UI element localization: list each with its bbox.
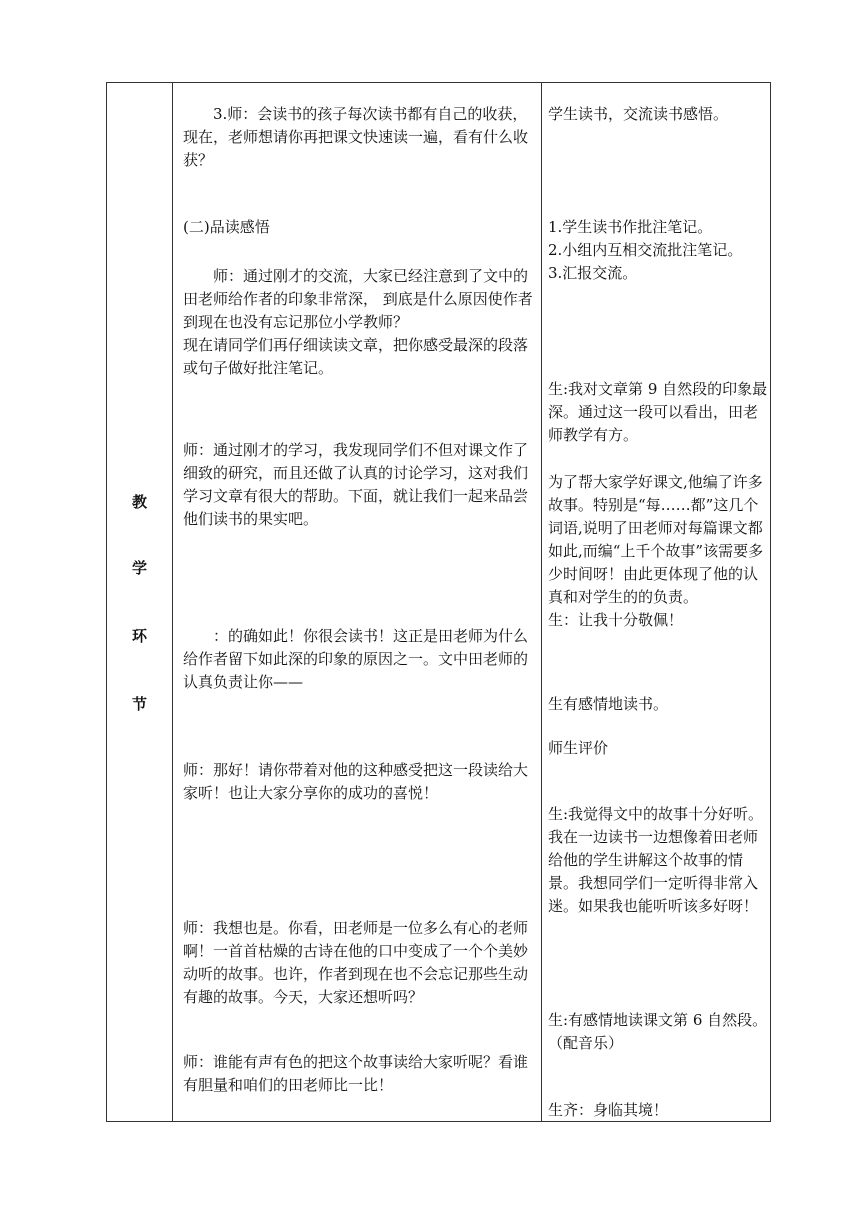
student-text-block: 生:有感情地读课文第 6 自然段。（配音乐） <box>548 1011 768 1052</box>
teacher-text-block: 师：我想也是。你看，田老师是一位多么有心的老师啊！一首首枯燥的古诗在他的口中变成了一个个美妙动听的故事。也许，作者到现在也不会忘记那些生动有趣的故事。今天，大家还想听吗？ <box>183 919 529 1006</box>
teacher-text-block: 师：通过刚才的学习，我发现同学们不但对课文作了细致的研究，而且还做了认真的讨论学习，这对我们学习文章有很大的帮助。下面，就让我们一起来品尝他们读书的果实吧。 <box>183 441 529 528</box>
student-text-block: 生:我对文章第 9 自然段的印象最深。通过这一段可以看出，田老师教学有方。 <box>548 380 768 444</box>
student-text-block: 师生评价 <box>548 739 609 757</box>
student-text-block: 为了帮大家学好课文,他编了许多故事。特别是“每……都”这几个词语,说明了田老师对每篇课文都如此,而编“上千个故事”该需要多少时间呀！由此更体现了他的认真和对学生的的负责。 生：让我十分敬佩！ <box>548 473 764 629</box>
section-label-char: 学 <box>131 559 147 577</box>
section-label-char: 教 <box>131 493 147 511</box>
student-text-block: 生有感情地读书。 <box>548 695 669 713</box>
column-divider-right <box>541 83 542 1121</box>
teacher-text-block: (二)品读感悟 <box>183 218 270 236</box>
student-text-block: 1.学生读书作批注笔记。 2.小组内互相交流批注笔记。 3.汇报交流。 <box>548 218 743 282</box>
teacher-text-block: 师：谁能有声有色的把这个故事读给大家听呢？看谁有胆量和咱们的田老师比一比！ <box>183 1053 529 1094</box>
teacher-text-block: 3.师：会读书的孩子每次读书都有自己的收获，现在，老师想请你再把课文快速读一遍，看有什么收获？ <box>183 105 529 169</box>
teacher-text-block: ：的确如此！你很会读书！这正是田老师为什么给作者留下如此深的印象的原因之一。文中田老师的认真负责让你—— <box>183 627 529 691</box>
section-label-char: 环 <box>131 627 147 645</box>
column-divider-left <box>172 83 173 1121</box>
student-text-block: 生齐：身临其境！ <box>548 1101 669 1119</box>
student-text-block: 生:我觉得文中的故事十分好听。我在一边读书一边想像着田老师给他的学生讲解这个故事的情景。我想同学们一定听得非常入迷。如果我也能听听该多好呀！ <box>548 805 764 915</box>
lesson-plan-table <box>106 82 771 1122</box>
teacher-text-block: 师：那好！请你带着对他的这种感受把这一段读给大家听！也让大家分享你的成功的喜悦！ <box>183 761 529 802</box>
teacher-text-block: 师：通过刚才的交流，大家已经注意到了文中的田老师给作者的印象非常深， 到底是什么原因使作者到现在也没有忘记那位小学教师？ 现在请同学们再仔细读读文章，把你感受最深的段落或句子做好批注笔记。 <box>183 267 533 377</box>
student-text-block: 学生读书，交流读书感悟。 <box>548 105 729 123</box>
section-label-char: 节 <box>131 695 147 713</box>
